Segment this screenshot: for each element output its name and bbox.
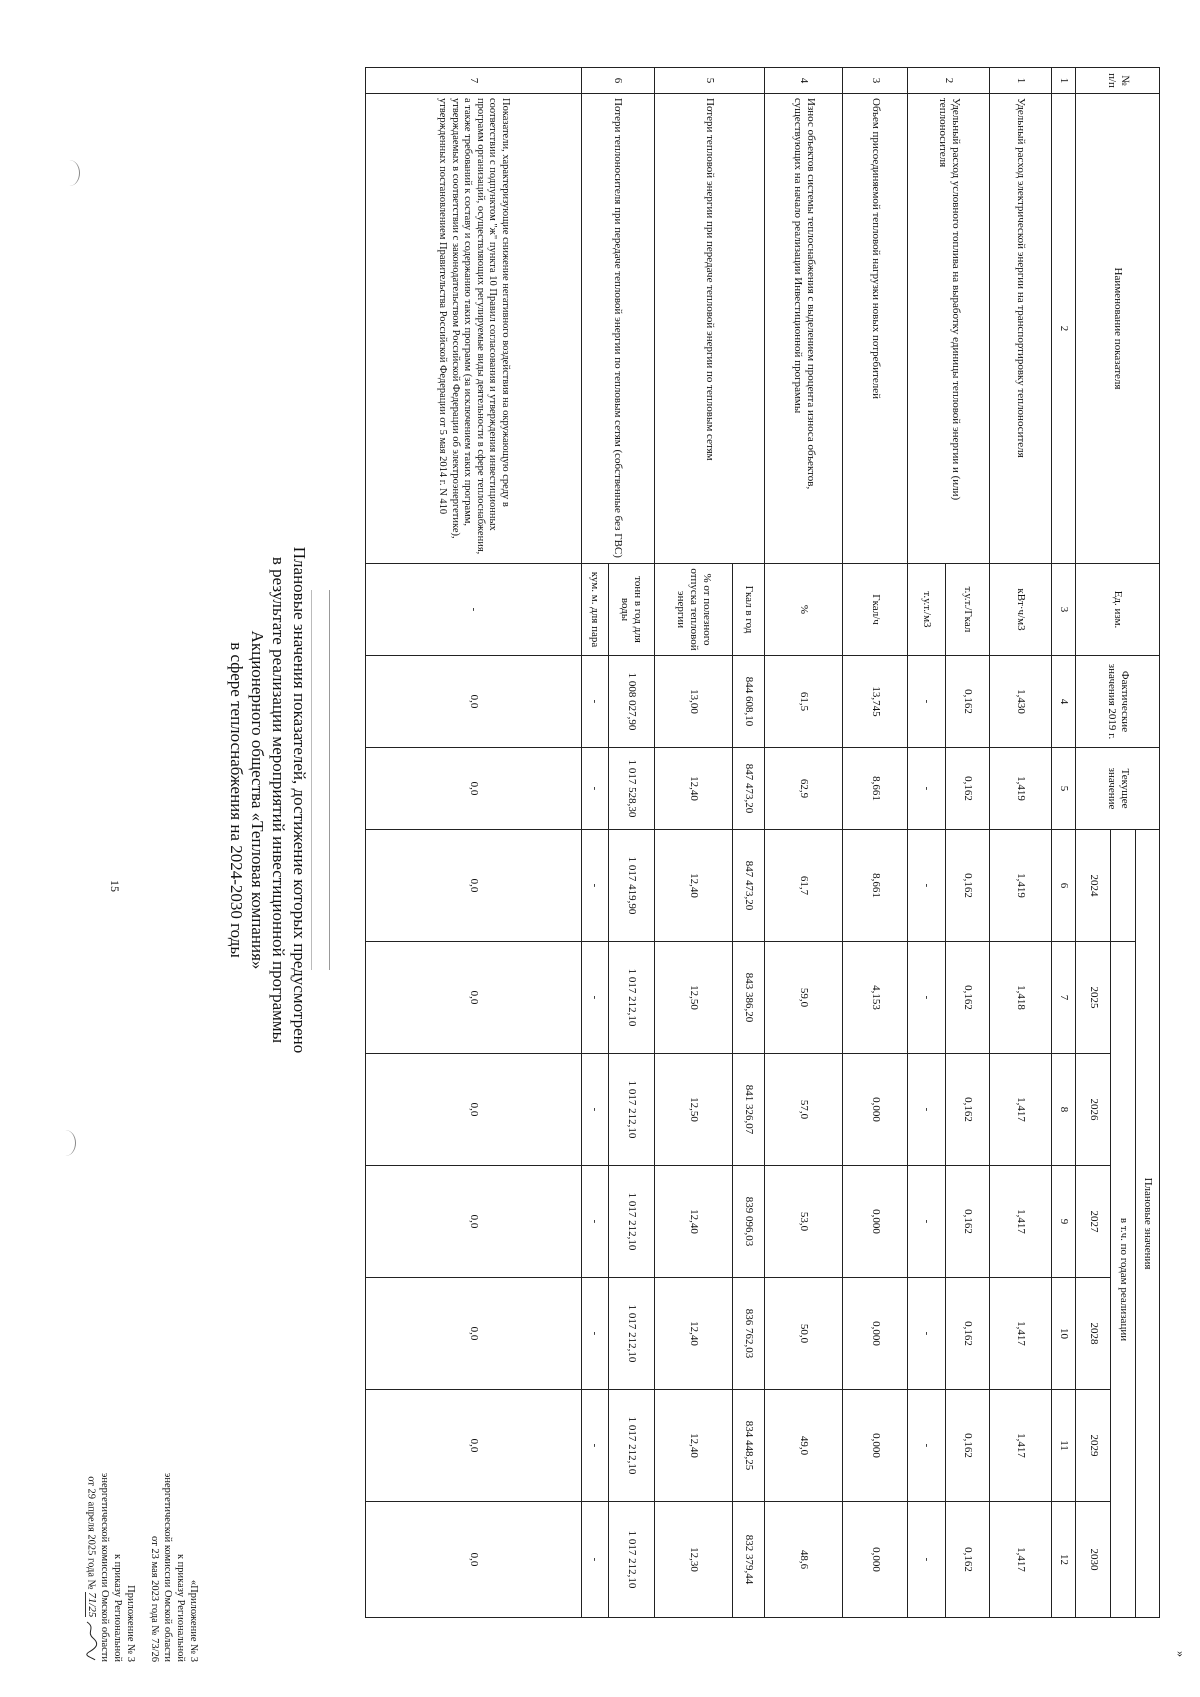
row-year-value: 841 326,07 [732, 1054, 764, 1166]
header-year: 2027 [1076, 1166, 1111, 1278]
row-year-value: 0,162 [945, 830, 989, 942]
page-number: 15 [108, 880, 122, 892]
row-year-value: - [581, 1390, 608, 1502]
row-year-value: 61,7 [765, 830, 843, 942]
row-year-value: 1,417 [990, 1054, 1052, 1166]
col-number: 7 [1052, 942, 1076, 1054]
row-year-value: 1 017 212,10 [608, 1278, 654, 1390]
header-empty [1111, 830, 1135, 942]
row-year-value: 1 017 212,10 [608, 1166, 654, 1278]
row-year-value: - [907, 830, 945, 942]
col-number: 5 [1052, 748, 1076, 830]
row-year-value: 0,000 [843, 1166, 908, 1278]
row-unit: т.у.т./Гкал [945, 564, 989, 656]
row-year-value: 0,0 [366, 1502, 582, 1618]
col-number: 10 [1052, 1278, 1076, 1390]
row-year-value: 836 762,03 [732, 1278, 764, 1390]
row-year-value: 0,000 [843, 1390, 908, 1502]
row-num: 5 [654, 68, 765, 94]
row-num: 4 [765, 68, 843, 94]
column-number-row [1052, 68, 1076, 1618]
row-num: 6 [581, 68, 654, 94]
header-current: Текущее значение [1076, 748, 1160, 830]
row-year-value: 0,000 [843, 1054, 908, 1166]
row-year-value: 1,417 [990, 1390, 1052, 1502]
row-year-value: - [907, 942, 945, 1054]
scan-line [329, 590, 330, 970]
row-num: 3 [843, 68, 908, 94]
row-name: Показатели, характеризующие снижение негативного воздействия на окружающую среду в соответствии с подпунктом "ж" пункта 10 Правил согласования и утверждения инвестиционных программ организаций, осуществляющих регулируемые виды деятельности в сфере теплоснабжения, а также требований к составу и содержанию таких программ (за исключением таких программ, утверждаемых в соответствии с законодательством Российской Федерации об электроэнергетике), утвержденных постановлением Правительства Российской Федерации от 5 мая 2014 г. N 410 [366, 94, 582, 564]
row-year-value: - [907, 1054, 945, 1166]
row-unit: кум. м. для пара [581, 564, 608, 656]
row-year-value: 8,661 [843, 830, 908, 942]
row-current: 847 473,20 [732, 748, 764, 830]
row-year-value: 1,418 [990, 942, 1052, 1054]
appendix-line: «Приложение № 3 [188, 1579, 199, 1662]
row-name: Потери теплоносителя при передаче тепловой энергии по тепловым сетям (собственные без ГВС) [581, 94, 654, 564]
row-current: 0,0 [366, 748, 582, 830]
handwritten-number: 71/25 [85, 1592, 98, 1618]
row-name: Объем присоединяемой тепловой нагрузки новых потребителей [843, 94, 908, 564]
row-year-value: 834 448,25 [732, 1390, 764, 1502]
row-year-value: - [907, 1166, 945, 1278]
header-by-years: в т.ч. по годам реализации [1111, 942, 1135, 1618]
indicators-table [365, 67, 1160, 1618]
row-year-value: 0,0 [366, 1166, 582, 1278]
header-year: 2028 [1076, 1278, 1111, 1390]
row-year-value: 12,50 [654, 1054, 732, 1166]
row-year-value: 832 379,44 [732, 1502, 764, 1618]
table-row [990, 68, 1052, 1618]
appendix-line: Приложение № 3 [125, 1585, 136, 1662]
table-row [843, 68, 908, 1618]
signature-icon [84, 1620, 98, 1662]
row-num: 1 [990, 68, 1052, 94]
scan-line [311, 590, 312, 970]
row-year-value: 843 386,20 [732, 942, 764, 1054]
row-year-value: 839 096,03 [732, 1166, 764, 1278]
row-year-value: 0,162 [945, 1166, 989, 1278]
row-name: Удельный расход электрической энергии на транспортировку теплоносителя [990, 94, 1052, 564]
row-fact: 13,00 [654, 656, 732, 748]
appendix-line [84, 1473, 98, 1662]
row-year-value: 49,0 [765, 1390, 843, 1502]
row-year-value: 0,0 [366, 942, 582, 1054]
row-year-value: 0,0 [366, 1390, 582, 1502]
row-year-value: 0,162 [945, 1054, 989, 1166]
row-fact: - [581, 656, 608, 748]
header-year: 2030 [1076, 1502, 1111, 1618]
appendix-date: от 29 апреля 2025 года № [85, 1476, 97, 1590]
row-year-value: 1,417 [990, 1502, 1052, 1618]
row-name: Удельный расход условного топлива на выработку единицы тепловой энергии и (или) теплоносителя [907, 94, 989, 564]
closing-quote: » [1174, 1651, 1188, 1657]
row-year-value: 1,419 [990, 830, 1052, 942]
row-unit: - [366, 564, 582, 656]
table-row [366, 68, 582, 1618]
row-num: 7 [366, 68, 582, 94]
header-year: 2024 [1076, 830, 1111, 942]
appendix-header-previous [148, 1473, 200, 1662]
col-number: 1 [1052, 68, 1076, 94]
row-year-value: 1 017 212,10 [608, 942, 654, 1054]
col-number: 3 [1052, 564, 1076, 656]
title-line: в результате реализации мероприятий инвестиционной программы [269, 556, 288, 1044]
row-unit: % [765, 564, 843, 656]
row-year-value: 1 017 212,10 [608, 1054, 654, 1166]
appendix-line: к приказу Региональной [112, 1553, 123, 1662]
row-name: Потери тепловой энергии при передаче тепловой энергии по тепловым сетям [654, 94, 765, 564]
col-number: 6 [1052, 830, 1076, 942]
header-year: 2026 [1076, 1054, 1111, 1166]
row-unit: Гкал/ч [843, 564, 908, 656]
row-year-value: 12,40 [654, 1278, 732, 1390]
row-current: - [907, 748, 945, 830]
row-unit: тонн в год для воды [608, 564, 654, 656]
row-year-value: 0,000 [843, 1278, 908, 1390]
row-current: 62,9 [765, 748, 843, 830]
scan-mark [55, 1130, 76, 1156]
title-line: Плановые значения показателей, достижение которых предусмотрено [290, 546, 309, 1054]
row-year-value: 12,50 [654, 942, 732, 1054]
row-year-value: 12,30 [654, 1502, 732, 1618]
row-year-value: 1,417 [990, 1166, 1052, 1278]
row-year-value: 57,0 [765, 1054, 843, 1166]
row-year-value: - [581, 1278, 608, 1390]
row-year-value: 48,6 [765, 1502, 843, 1618]
row-year-value: - [907, 1278, 945, 1390]
row-year-value: 4,153 [843, 942, 908, 1054]
appendix-line: от 23 мая 2023 года № 73/26 [149, 1536, 160, 1662]
row-year-value: 53,0 [765, 1166, 843, 1278]
row-unit: т.у.т./м3 [907, 564, 945, 656]
row-year-value: - [581, 942, 608, 1054]
row-year-value: 0,162 [945, 1390, 989, 1502]
row-year-value: 847 473,20 [732, 830, 764, 942]
row-year-value: 1 017 212,10 [608, 1502, 654, 1618]
row-current: 12,40 [654, 748, 732, 830]
header-fact: Фактические значения 2019 г. [1076, 656, 1160, 748]
header-year: 2029 [1076, 1390, 1111, 1502]
row-year-value: 50,0 [765, 1278, 843, 1390]
row-fact: 1,430 [990, 656, 1052, 748]
col-number: 11 [1052, 1390, 1076, 1502]
appendix-line: к приказу Региональной [175, 1553, 186, 1662]
row-year-value: 1,417 [990, 1278, 1052, 1390]
col-number: 2 [1052, 94, 1076, 564]
table-row [945, 68, 989, 1618]
row-unit: % от полезного отпуска тепловой энергии [654, 564, 732, 656]
col-number: 8 [1052, 1054, 1076, 1166]
document-title [226, 420, 310, 1180]
row-year-value: 0,0 [366, 1054, 582, 1166]
row-year-value: - [581, 830, 608, 942]
col-number: 4 [1052, 656, 1076, 748]
row-current: 1 017 528,30 [608, 748, 654, 830]
row-fact: 61,5 [765, 656, 843, 748]
row-current: 0,162 [945, 748, 989, 830]
appendix-header [84, 1473, 137, 1662]
row-year-value: 59,0 [765, 942, 843, 1054]
row-name: Износ объектов системы теплоснабжения с выделением процента износа объектов, существующих на начало реализации Инвестиционной программы [765, 94, 843, 564]
row-fact: 0,0 [366, 656, 582, 748]
row-unit: Гкал в год [732, 564, 764, 656]
row-year-value: 0,162 [945, 942, 989, 1054]
row-fact: - [907, 656, 945, 748]
appendix-line: энергетической комиссии Омской области [162, 1472, 173, 1662]
row-year-value: 0,162 [945, 1278, 989, 1390]
row-year-value: - [907, 1502, 945, 1618]
header-unit: Ед. изм. [1076, 564, 1160, 656]
header-plan: Плановые значения [1135, 830, 1159, 1618]
table-row [732, 68, 764, 1618]
row-current: 8,661 [843, 748, 908, 830]
row-fact: 0,162 [945, 656, 989, 748]
header-num: № п/п [1076, 68, 1160, 94]
row-year-value: 0,0 [366, 830, 582, 942]
title-line: в сфере теплоснабжения на 2024-2030 годы [227, 642, 246, 958]
row-year-value: 0,000 [843, 1502, 908, 1618]
row-year-value: - [581, 1502, 608, 1618]
row-year-value: 0,162 [945, 1502, 989, 1618]
row-year-value: 12,40 [654, 1390, 732, 1502]
row-year-value: 0,0 [366, 1278, 582, 1390]
col-number: 12 [1052, 1502, 1076, 1618]
col-number: 9 [1052, 1166, 1076, 1278]
table-row [765, 68, 843, 1618]
row-year-value: - [581, 1054, 608, 1166]
row-num: 2 [907, 68, 989, 94]
row-unit: кВт·ч/м3 [990, 564, 1052, 656]
row-current: 1,419 [990, 748, 1052, 830]
row-year-value: 1 017 212,10 [608, 1390, 654, 1502]
row-year-value: - [907, 1390, 945, 1502]
row-current: - [581, 748, 608, 830]
title-line: Акционерного общества «Тепловая компания» [248, 630, 267, 970]
row-fact: 844 608,10 [732, 656, 764, 748]
header-name: Наименование показателя [1076, 94, 1160, 564]
row-year-value: 12,40 [654, 830, 732, 942]
table-row [608, 68, 654, 1618]
row-fact: 13,745 [843, 656, 908, 748]
row-fact: 1 008 027,90 [608, 656, 654, 748]
appendix-line: энергетической комиссии Омской области [99, 1472, 110, 1662]
header-year: 2025 [1076, 942, 1111, 1054]
row-year-value: 1 017 419,90 [608, 830, 654, 942]
row-year-value: 12,40 [654, 1166, 732, 1278]
row-year-value: - [581, 1166, 608, 1278]
scan-mark [59, 160, 80, 186]
